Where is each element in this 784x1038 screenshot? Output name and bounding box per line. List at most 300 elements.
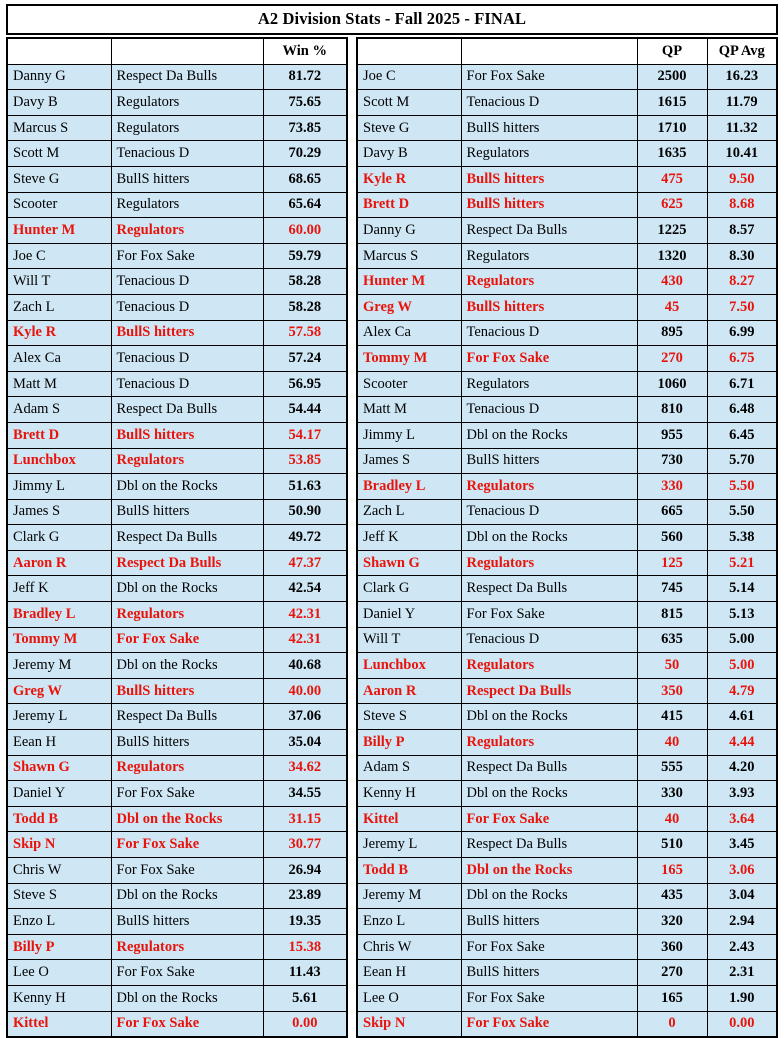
qp-value: 1615 [637,90,707,116]
qp-header-qp: QP [637,38,707,64]
win-pct-value: 23.89 [263,883,347,909]
team-name: BullS hitters [461,960,637,986]
player-name: Jeremy M [357,883,461,909]
table-row [357,90,777,116]
team-name: Regulators [111,218,263,244]
win-pct-value: 42.54 [263,576,347,602]
table-row [357,909,777,935]
player-name: Billy P [357,730,461,756]
qp-value: 955 [637,422,707,448]
qp-avg-value: 1.90 [707,985,777,1011]
player-name: Clark G [357,576,461,602]
player-name: Matt M [7,371,111,397]
win-pct-value: 81.72 [263,64,347,90]
player-name: Tommy M [357,346,461,372]
win-pct-value: 49.72 [263,525,347,551]
win-pct-value: 35.04 [263,730,347,756]
qp-avg-value: 8.57 [707,218,777,244]
player-name: Chris W [7,858,111,884]
player-name: Kenny H [7,985,111,1011]
qp-value: 125 [637,550,707,576]
team-name: BullS hitters [111,422,263,448]
table-row [357,141,777,167]
table-row [357,346,777,372]
player-name: Joe C [7,243,111,269]
win-pct-value: 50.90 [263,499,347,525]
qp-value: 895 [637,320,707,346]
table-row [357,934,777,960]
table-row [7,294,347,320]
qp-avg-value: 11.79 [707,90,777,116]
table-row [357,525,777,551]
team-name: For Fox Sake [111,832,263,858]
team-name: For Fox Sake [111,960,263,986]
team-name: BullS hitters [461,192,637,218]
qp-value: 360 [637,934,707,960]
table-row [7,499,347,525]
player-name: Zach L [357,499,461,525]
player-name: Will T [7,269,111,295]
win-pct-value: 54.44 [263,397,347,423]
table-row [357,832,777,858]
qp-avg-value: 6.45 [707,422,777,448]
qp-avg-value: 5.50 [707,474,777,500]
win-pct-value: 47.37 [263,550,347,576]
win-pct-value: 65.64 [263,192,347,218]
player-name: Daniel Y [7,781,111,807]
win-pct-value: 57.24 [263,346,347,372]
team-name: Tenacious D [461,397,637,423]
player-name: Eean H [357,960,461,986]
player-name: Jeff K [7,576,111,602]
qp-avg-value: 5.00 [707,653,777,679]
win-pct-header-team [111,38,263,64]
table-row [7,371,347,397]
qp-avg-value: 5.70 [707,448,777,474]
team-name: Regulators [111,192,263,218]
win-pct-value: 26.94 [263,858,347,884]
qp-value: 435 [637,883,707,909]
player-name: Kenny H [357,781,461,807]
player-name: Kittel [7,1011,111,1037]
table-row [7,115,347,141]
table-row [7,1011,347,1037]
table-row [357,550,777,576]
player-name: James S [357,448,461,474]
table-row [7,730,347,756]
team-name: Dbl on the Rocks [461,781,637,807]
player-name: Bradley L [7,602,111,628]
win-pct-header-name [7,38,111,64]
team-name: Respect Da Bulls [111,525,263,551]
player-name: Hunter M [357,269,461,295]
team-name: BullS hitters [461,909,637,935]
qp-value: 1320 [637,243,707,269]
team-name: Dbl on the Rocks [461,858,637,884]
team-name: For Fox Sake [111,858,263,884]
team-name: For Fox Sake [111,627,263,653]
player-name: Steve G [357,115,461,141]
table-row [357,627,777,653]
team-name: Regulators [461,550,637,576]
qp-avg-value: 2.94 [707,909,777,935]
qp-avg-value: 4.20 [707,755,777,781]
player-name: Scooter [357,371,461,397]
team-name: Tenacious D [111,141,263,167]
player-name: Jeremy L [7,704,111,730]
qp-value: 555 [637,755,707,781]
win-pct-value: 53.85 [263,448,347,474]
player-name: Lee O [357,985,461,1011]
team-name: Regulators [111,115,263,141]
player-name: Eean H [7,730,111,756]
table-row [7,550,347,576]
table-row [357,781,777,807]
team-name: Regulators [111,934,263,960]
table-row [357,755,777,781]
win-pct-value: 37.06 [263,704,347,730]
team-name: Tenacious D [461,90,637,116]
win-pct-value: 34.55 [263,781,347,807]
team-name: BullS hitters [111,678,263,704]
qp-avg-value: 5.00 [707,627,777,653]
qp-value: 0 [637,1011,707,1037]
player-name: Tommy M [7,627,111,653]
team-name: BullS hitters [461,448,637,474]
player-name: Jimmy L [7,474,111,500]
win-pct-value: 57.58 [263,320,347,346]
team-name: For Fox Sake [461,602,637,628]
win-pct-value: 60.00 [263,218,347,244]
table-row [357,499,777,525]
table-row [7,576,347,602]
table-row [357,704,777,730]
win-pct-value: 54.17 [263,422,347,448]
qp-avg-value: 4.44 [707,730,777,756]
team-name: For Fox Sake [461,346,637,372]
team-name: Dbl on the Rocks [111,474,263,500]
table-row [357,320,777,346]
win-pct-value: 34.62 [263,755,347,781]
player-name: Lunchbox [357,653,461,679]
team-name: Regulators [111,755,263,781]
team-name: Dbl on the Rocks [461,525,637,551]
qp-header-name [357,38,461,64]
table-row [357,115,777,141]
team-name: For Fox Sake [461,1011,637,1037]
team-name: Regulators [461,730,637,756]
table-row [357,576,777,602]
team-name: Respect Da Bulls [111,704,263,730]
team-name: Regulators [461,653,637,679]
team-name: Dbl on the Rocks [111,985,263,1011]
qp-avg-value: 8.27 [707,269,777,295]
win-pct-value: 73.85 [263,115,347,141]
win-pct-value: 56.95 [263,371,347,397]
table-row [7,64,347,90]
player-name: Jeremy M [7,653,111,679]
win-pct-table [6,37,348,1038]
table-row [357,960,777,986]
team-name: BullS hitters [461,294,637,320]
qp-value: 165 [637,858,707,884]
qp-avg-value: 5.14 [707,576,777,602]
qp-avg-value: 8.30 [707,243,777,269]
page-title: A2 Division Stats - Fall 2025 - FINAL [6,4,778,35]
qp-avg-value: 5.50 [707,499,777,525]
qp-value: 415 [637,704,707,730]
player-name: Lunchbox [7,448,111,474]
player-name: Shawn G [7,755,111,781]
player-name: Marcus S [7,115,111,141]
player-name: Steve S [357,704,461,730]
team-name: BullS hitters [111,320,263,346]
qp-avg-value: 6.48 [707,397,777,423]
team-name: Regulators [461,474,637,500]
table-row [7,346,347,372]
player-name: Alex Ca [7,346,111,372]
team-name: For Fox Sake [461,806,637,832]
qp-value: 810 [637,397,707,423]
qp-value: 270 [637,346,707,372]
player-name: Shawn G [357,550,461,576]
player-name: Enzo L [7,909,111,935]
team-name: Respect Da Bulls [461,218,637,244]
win-pct-value: 40.68 [263,653,347,679]
table-row [357,806,777,832]
player-name: Zach L [7,294,111,320]
qp-header-team [461,38,637,64]
win-pct-value: 58.28 [263,294,347,320]
player-name: Davy B [7,90,111,116]
qp-value: 320 [637,909,707,935]
team-name: Respect Da Bulls [461,755,637,781]
player-name: Scooter [7,192,111,218]
table-row [7,832,347,858]
qp-avg-value: 6.75 [707,346,777,372]
qp-avg-value: 6.71 [707,371,777,397]
qp-table [356,37,778,1038]
team-name: Dbl on the Rocks [111,576,263,602]
qp-value: 745 [637,576,707,602]
qp-avg-value: 5.21 [707,550,777,576]
player-name: Brett D [7,422,111,448]
team-name: Tenacious D [111,269,263,295]
player-name: Adam S [7,397,111,423]
team-name: Respect Da Bulls [461,678,637,704]
team-name: Respect Da Bulls [461,832,637,858]
player-name: Steve S [7,883,111,909]
table-row [357,602,777,628]
qp-value: 350 [637,678,707,704]
team-name: Tenacious D [111,346,263,372]
player-name: Davy B [357,141,461,167]
qp-avg-value: 2.43 [707,934,777,960]
table-row [357,985,777,1011]
win-pct-value: 15.38 [263,934,347,960]
qp-avg-value: 10.41 [707,141,777,167]
table-row [7,653,347,679]
player-name: Aaron R [357,678,461,704]
player-name: Daniel Y [357,602,461,628]
qp-value: 330 [637,474,707,500]
team-name: For Fox Sake [111,781,263,807]
table-row [357,730,777,756]
table-row [7,192,347,218]
table-row [357,371,777,397]
win-pct-value: 70.29 [263,141,347,167]
qp-value: 40 [637,730,707,756]
table-row [7,243,347,269]
player-name: Clark G [7,525,111,551]
qp-value: 625 [637,192,707,218]
qp-avg-value: 16.23 [707,64,777,90]
win-pct-value: 11.43 [263,960,347,986]
player-name: Todd B [7,806,111,832]
team-name: Dbl on the Rocks [111,883,263,909]
win-pct-value: 58.28 [263,269,347,295]
table-row [357,294,777,320]
table-row [357,64,777,90]
qp-avg-value: 3.64 [707,806,777,832]
team-name: Regulators [461,269,637,295]
player-name: Steve G [7,166,111,192]
table-row [7,678,347,704]
qp-value: 50 [637,653,707,679]
team-name: Regulators [111,448,263,474]
table-row [7,474,347,500]
player-name: Kittel [357,806,461,832]
win-pct-value: 59.79 [263,243,347,269]
team-name: Regulators [461,141,637,167]
table-row [7,755,347,781]
qp-value: 1225 [637,218,707,244]
table-row [7,397,347,423]
win-pct-value: 68.65 [263,166,347,192]
qp-avg-value: 8.68 [707,192,777,218]
player-name: Greg W [7,678,111,704]
qp-avg-value: 4.79 [707,678,777,704]
table-row [7,269,347,295]
table-row [7,218,347,244]
team-name: BullS hitters [111,166,263,192]
table-row [7,602,347,628]
player-name: Greg W [357,294,461,320]
win-pct-value: 0.00 [263,1011,347,1037]
win-pct-value: 30.77 [263,832,347,858]
qp-value: 510 [637,832,707,858]
table-row [357,218,777,244]
win-pct-value: 75.65 [263,90,347,116]
player-name: Brett D [357,192,461,218]
player-name: Kyle R [357,166,461,192]
table-row [7,141,347,167]
table-row [357,858,777,884]
win-pct-value: 51.63 [263,474,347,500]
qp-avg-value: 3.04 [707,883,777,909]
table-row [357,1011,777,1037]
qp-avg-value: 4.61 [707,704,777,730]
player-name: Billy P [7,934,111,960]
team-name: Tenacious D [111,371,263,397]
player-name: James S [7,499,111,525]
table-row [7,781,347,807]
player-name: Scott M [357,90,461,116]
player-name: Jeremy L [357,832,461,858]
team-name: Tenacious D [461,320,637,346]
qp-value: 45 [637,294,707,320]
team-name: Dbl on the Rocks [461,422,637,448]
player-name: Hunter M [7,218,111,244]
qp-value: 270 [637,960,707,986]
table-row [7,422,347,448]
player-name: Matt M [357,397,461,423]
qp-value: 1635 [637,141,707,167]
player-name: Marcus S [357,243,461,269]
player-name: Danny G [357,218,461,244]
table-row [357,192,777,218]
player-name: Alex Ca [357,320,461,346]
table-row [357,269,777,295]
qp-value: 730 [637,448,707,474]
table-row [7,166,347,192]
team-name: Respect Da Bulls [111,64,263,90]
player-name: Skip N [357,1011,461,1037]
qp-avg-value: 5.13 [707,602,777,628]
table-row [357,474,777,500]
player-name: Will T [357,627,461,653]
player-name: Danny G [7,64,111,90]
player-name: Aaron R [7,550,111,576]
win-pct-header-row [7,38,347,64]
team-name: BullS hitters [461,166,637,192]
team-name: Regulators [111,602,263,628]
player-name: Adam S [357,755,461,781]
table-row [7,960,347,986]
qp-value: 330 [637,781,707,807]
player-name: Scott M [7,141,111,167]
table-row [357,422,777,448]
player-name: Joe C [357,64,461,90]
team-name: Tenacious D [461,627,637,653]
player-name: Skip N [7,832,111,858]
qp-avg-value: 3.45 [707,832,777,858]
player-name: Todd B [357,858,461,884]
team-name: Dbl on the Rocks [111,653,263,679]
qp-value: 2500 [637,64,707,90]
qp-value: 165 [637,985,707,1011]
team-name: Respect Da Bulls [461,576,637,602]
table-row [7,934,347,960]
qp-header-row [357,38,777,64]
team-name: Tenacious D [461,499,637,525]
table-row [7,909,347,935]
team-name: Regulators [461,243,637,269]
table-row [357,678,777,704]
table-row [357,883,777,909]
table-row [7,320,347,346]
team-name: For Fox Sake [111,1011,263,1037]
table-row [357,243,777,269]
qp-header-avg: QP Avg [707,38,777,64]
win-pct-value: 42.31 [263,627,347,653]
player-name: Kyle R [7,320,111,346]
qp-value: 635 [637,627,707,653]
qp-avg-value: 0.00 [707,1011,777,1037]
table-row [7,704,347,730]
table-row [7,627,347,653]
player-name: Lee O [7,960,111,986]
